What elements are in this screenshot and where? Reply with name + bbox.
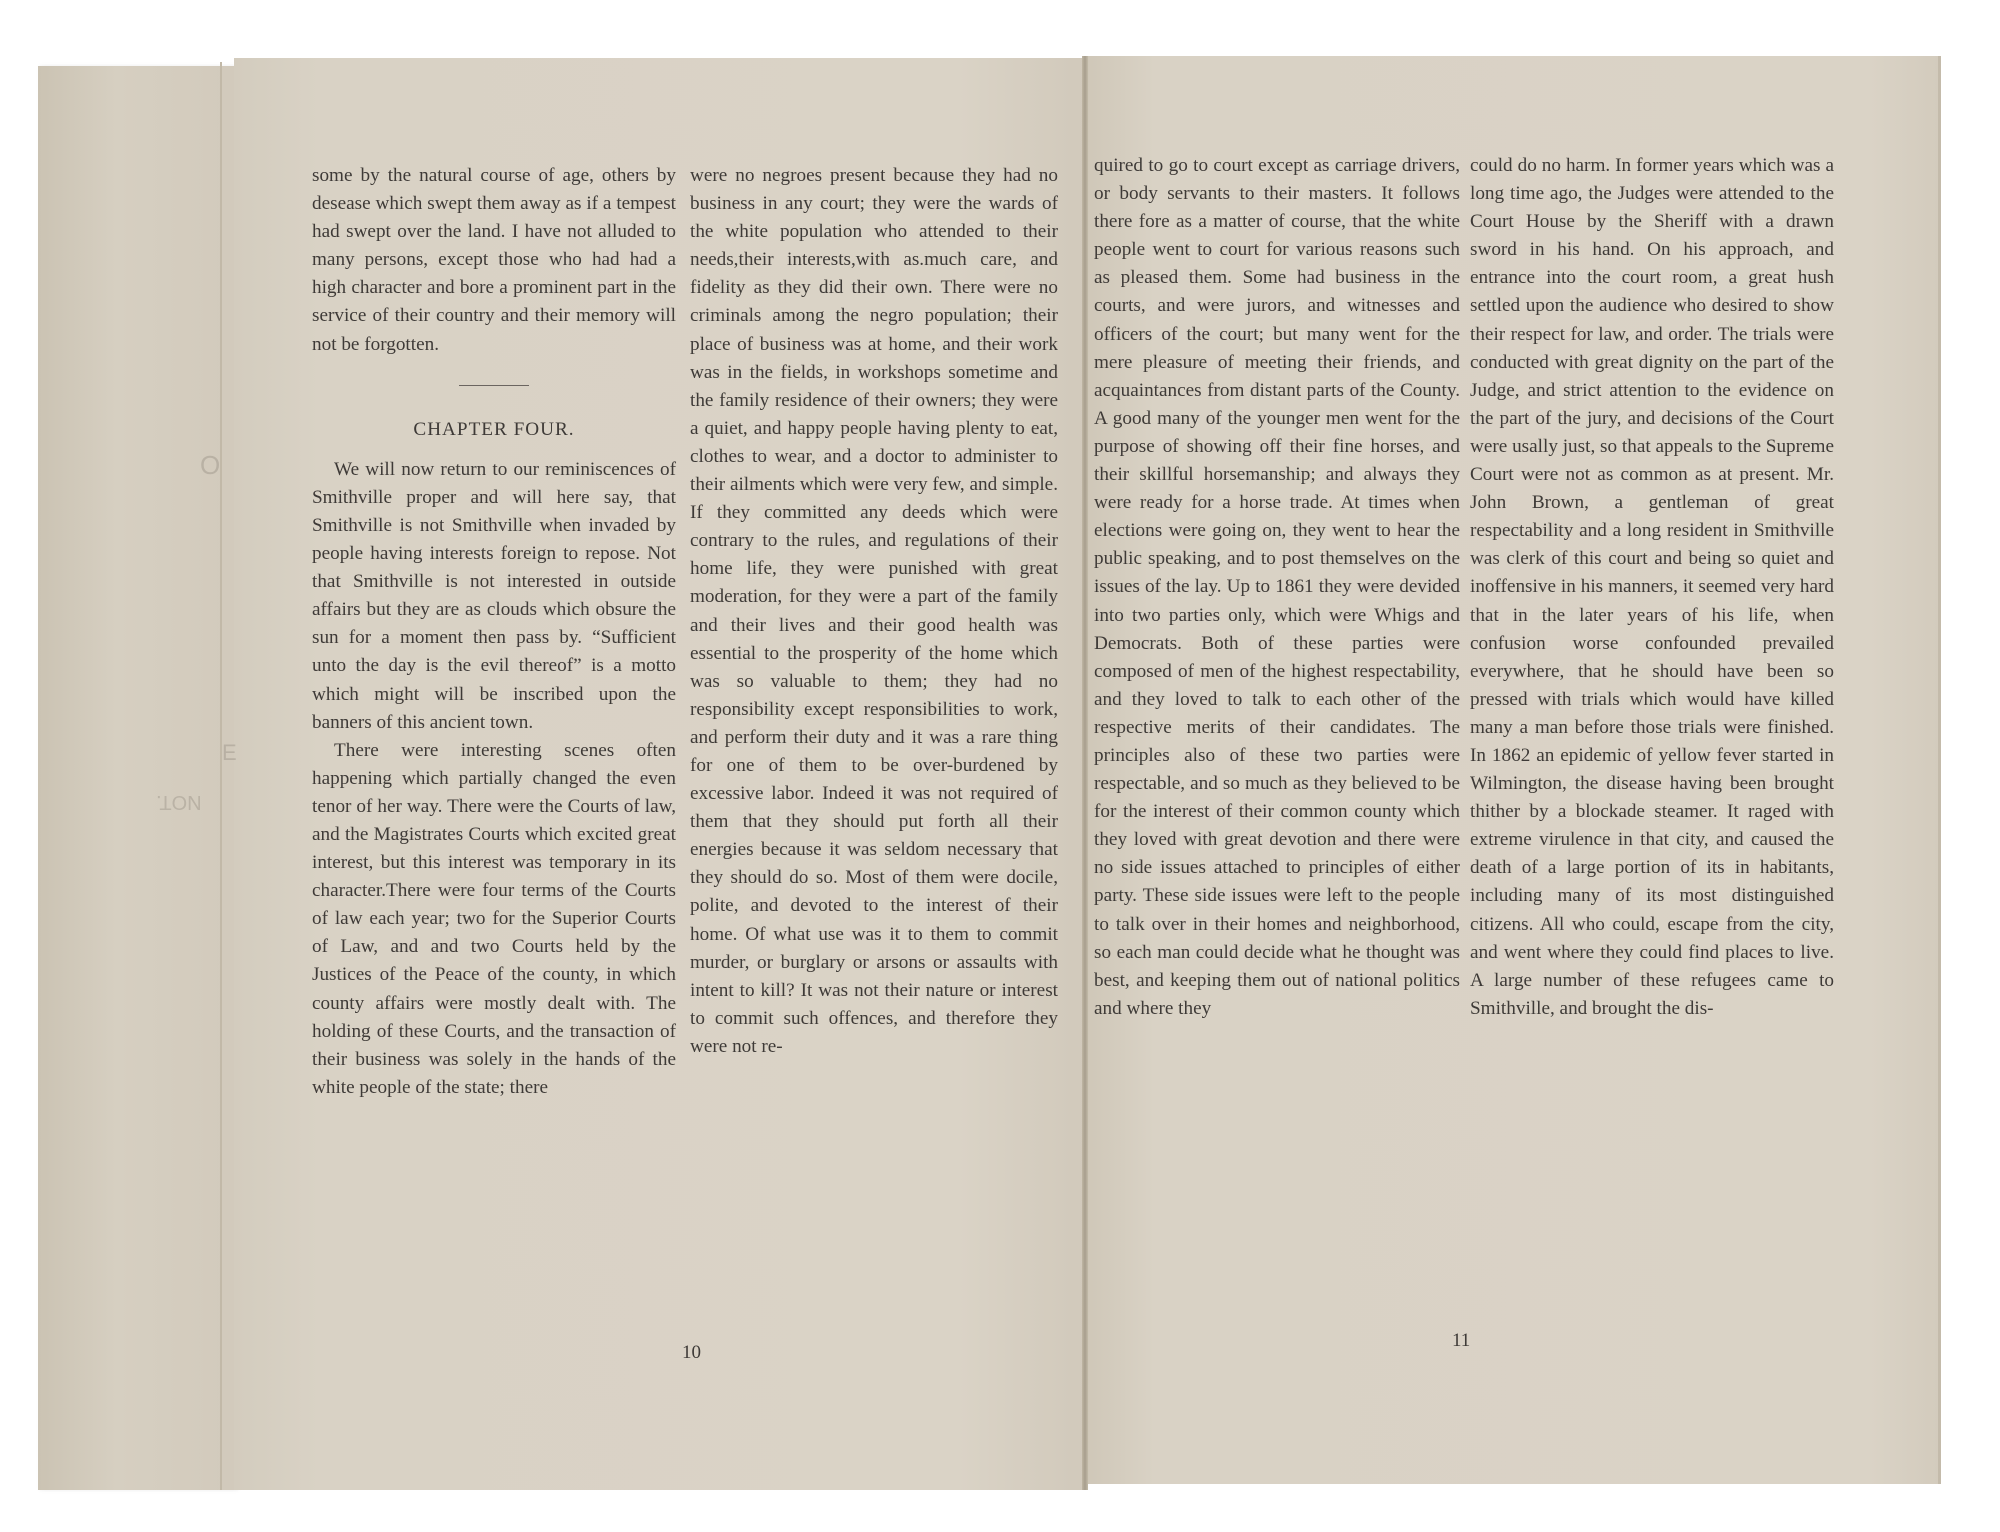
paragraph: were no negroes present because they had no business in any court; they were the wards of the white population who attended to their needs,their interests,with as.much care, and fidelity as they did their own. There were no criminals among the negro population; their place of business was at home, and their work was in the fields, in workshops sometime and the family residence of their owners; they were a quiet, and happy people having plenty to eat, clothes to wear, and a doctor to administer to their ailments which were very few, and simple. If they committed any deeds which were contrary to the rules, and regulations of their home life, they were punished with great moderation, for they were a part of the family and their lives and their good health was essential to the prosperity of the home which was so valuable to them; they had no responsibility except responsibilities to work, and perform their duty and it was a rare thing for one of them to be over-burdened by excessive labor. Indeed it was not required of them that they should put forth all their energies because it was seldom necessary that they should do so. Most of them were docile, polite, and devoted to the interest of their home. Of what use was it to them to commit murder, or burglary or arsons or assaults with intent to kill? It was not their nature or interest to commit such offences, and therefore they were not re- xyxy=(690,165,1058,1057)
paragraph: There were interesting scenes often happening which partially changed the even tenor of her way. There were the Courts of law, and the Magistrates Courts which excited great interest, but this interest was temporary in its character.There were four terms of the Courts of law each year; two for the Superior Courts of Law, and and two Courts held by the Justices of the Peace of the county, in which county affairs were mostly dealt with. The holding of these Courts, and the transaction of their business was solely in the hands of the white people of the state; there xyxy=(312,739,676,1098)
page-number: 11 xyxy=(1452,1330,1471,1351)
section-divider xyxy=(459,385,529,386)
bleed-through-mark: O xyxy=(200,450,221,480)
book-gutter xyxy=(1082,56,1088,1490)
text-column-1 xyxy=(312,162,676,1102)
paragraph: quired to go to court except as carriage drivers, or body servants to their masters. It follows there fore as a matter of course, that the white people went to court for various reasons such as pleased them. Some had business in the courts, and were jurors, and witnesses and officers of the court; but many went for the mere pleasure of meeting their friends, and acquaintances from distant parts of the County. A good many of the younger men went for the purpose of showing off their fine horses, and their skillful horsemanship; and always they were ready for a horse trade. At times when elections were going on, they went to hear the public speaking, and to post themselves on the issues of the lay. Up to 1861 they were devided into two parties only, which were Whigs and Democrats. Both of these parties were composed of men of the highest respectability, and they loved to talk to each other of the respective merits of their candidates. The principles also of these two parties were respectable, and so much as they believed to be for the interest of their common county which they loved with great devotion and there were no side issues attached to principles of either party. These side issues were left to the people to talk over in their homes and neighborhood, so each man could decide what he thought was best, and keeping them out of national politics and where they xyxy=(1094,155,1460,1019)
paragraph: some by the natural course of age, others by desease which swept them away as if a tempest had swept over the land. I have not alluded to many persons, except those who had had a high character and bore a prominent part in the service of their country and their memory will not be forgotten. xyxy=(312,165,676,355)
text-column-2 xyxy=(690,162,1058,1061)
chapter-heading: CHAPTER FOUR. xyxy=(413,418,575,440)
paragraph: could do no harm. In former years which was a long time ago, the Judges were attended to the Court House by the Sheriff with a drawn sword in his hand. On his approach, and entrance into the court room, a great hush settled upon the audience who desired to show their respect for law, and order. The trials were conducted with great dignity on the part of the Judge, and strict attention to the evidence on the part of the jury, and decisions of the Court were usally just, so that appeals to the Supreme Court were not as common as at present. Mr. John Brown, a gentleman of great respectability and a long resident in Smithville was clerk of this court and being so quiet and inoffensive in his manners, it seemed very hard that in the later years of his life, when confusion worse confounded prevailed everywhere, that he should have been so pressed with trials which would have killed many a man before those trials were finished. In 1862 an epidemic of yellow fever started in Wilmington, the disease having been brought thither by a blockade steamer. It raged with extreme virulence in that city, and caused the death of a large portion of its in habitants, including many of its most distinguished citizens. All who could, escape from the city, and went where they could find places to live. A large number of these refugees came to Smithville, and brought the dis- xyxy=(1470,155,1834,1019)
paragraph: We will now return to our reminiscences of Smithville proper and will here say, that Smithville is not Smithville when invaded by people having interests foreign to repose. Not that Smithville is not interested in outside affairs but they are as clouds which obsure the sun for a moment then pass by. “Sufficient unto the day is the evil thereof” is a motto which might will be inscribed upon the banners of this ancient town. xyxy=(312,458,676,733)
bleed-through-mark: E xyxy=(222,740,237,765)
text-column-4 xyxy=(1470,152,1834,1023)
cover-flap xyxy=(38,66,236,1490)
page-number: 10 xyxy=(682,1342,701,1363)
bleed-through-mark: NOT. xyxy=(156,791,202,813)
text-column-3 xyxy=(1094,152,1460,1023)
